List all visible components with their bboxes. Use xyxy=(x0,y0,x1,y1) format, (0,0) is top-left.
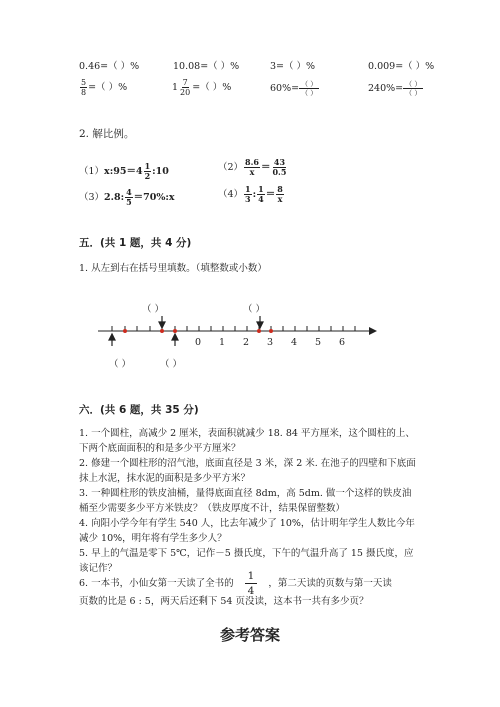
proportion-1: （1）x:95＝4 $\frac{1}{2}$ :10 xyxy=(79,161,169,181)
proportion-3: （3）2.8: $\frac{4}{5}$ ＝70%:x xyxy=(79,187,175,207)
s6-q6-line-2: 页数的比是 6 : 5，两天后还剩下 54 页没读，这本书一共有多少页？ xyxy=(79,596,369,607)
s6-q6-line-1: 6. 一本书，小仙女第一天读了全书的 $\frac{1}{4}$ ，第二天读的页数与第一天读 xyxy=(79,570,392,597)
s6-line-6: 桶至少需要多少平方米铁皮？（铁皮厚度不计，结果保留整数） xyxy=(79,503,346,514)
s6-line-10: 该记作？ xyxy=(79,563,118,574)
s6-line-3: 2. 修建一个圆柱形的沼气池，底面直径是 3 米，深 2 米. 在池子的四壁和下底面 xyxy=(79,458,416,469)
s6-line-1: 1. 一个圆柱，高减少 2 厘米，表面积就减少 18. 84 平方厘米，这个圆柱的上、 xyxy=(79,428,415,439)
fill-item-2: 10.08=（ ）% xyxy=(173,61,240,72)
tick-label-6: 6 xyxy=(339,337,346,348)
s6-line-9: 5. 早上的气温是零下 5℃，记作－5 摄氏度，下午的气温升高了 15 摄氏度，应 xyxy=(79,548,414,559)
fill-item-1: 0.46=（ ）% xyxy=(79,61,140,72)
s6-line-5: 3. 一种圆柱形的铁皮油桶，量得底面直径 8dm，高 5dm. 做一个这样的铁皮油 xyxy=(79,488,412,499)
proportion-2: （2） $\frac{8.6}{x}$ ＝ $\frac{43}{0.5}$ xyxy=(218,157,287,177)
section6-title: 六．(共 6 题，共 35 分) xyxy=(79,404,199,416)
fill-item-8: 240%= $\frac{( )}{( )}$ xyxy=(368,80,422,97)
tick-label-3: 3 xyxy=(267,337,274,348)
section5-q1: 1. 从左到右在括号里填数。（填整数或小数） xyxy=(79,263,267,274)
s6-line-2: 下两个底面面积的和是多少平方厘米？ xyxy=(79,443,241,454)
tick-label-4: 4 xyxy=(291,337,298,348)
s6-line-8: 减少 10%，明年将有学生多少人？ xyxy=(79,533,227,544)
s6-line-4: 抹上水泥，抹水泥的面积是多少平方米？ xyxy=(79,473,251,484)
blank-top-1: （ ） xyxy=(142,304,165,315)
blank-bottom-2: （ ） xyxy=(160,359,183,370)
tick-label-5: 5 xyxy=(315,337,322,348)
tick-label-2: 2 xyxy=(243,337,250,348)
fill-item-7: 60%= $\frac{( )}{( )}$ xyxy=(270,80,318,97)
section5-title: 五．(共 1 题，共 4 分) xyxy=(79,237,192,249)
answer-title: 参考答案 xyxy=(220,626,281,644)
blank-bottom-1: （ ） xyxy=(109,359,132,370)
proportion-4: （4） $\frac{1}{3}$ : $\frac{1}{4}$ ＝ $\frac{8}{x}$ xyxy=(218,184,283,204)
blank-top-2: （ ） xyxy=(243,304,266,315)
fill-item-3: 3=（ ）% xyxy=(270,61,316,72)
tick-label-0: 0 xyxy=(195,337,202,348)
fill-item-6: 1 $\frac{7}{20}$ =（ ）% xyxy=(172,78,232,97)
tick-label-1: 1 xyxy=(219,337,226,348)
fill-item-4: 0.009=（ ）% xyxy=(368,61,435,72)
s6-line-7: 4. 向阳小学今年有学生 540 人，比去年减少了 10%，估计明年学生人数比今年 xyxy=(79,518,415,529)
fill-item-5: $\frac{5}{8}$ =（ ）% xyxy=(81,78,128,97)
q2-title: 2. 解比例。 xyxy=(79,128,135,140)
